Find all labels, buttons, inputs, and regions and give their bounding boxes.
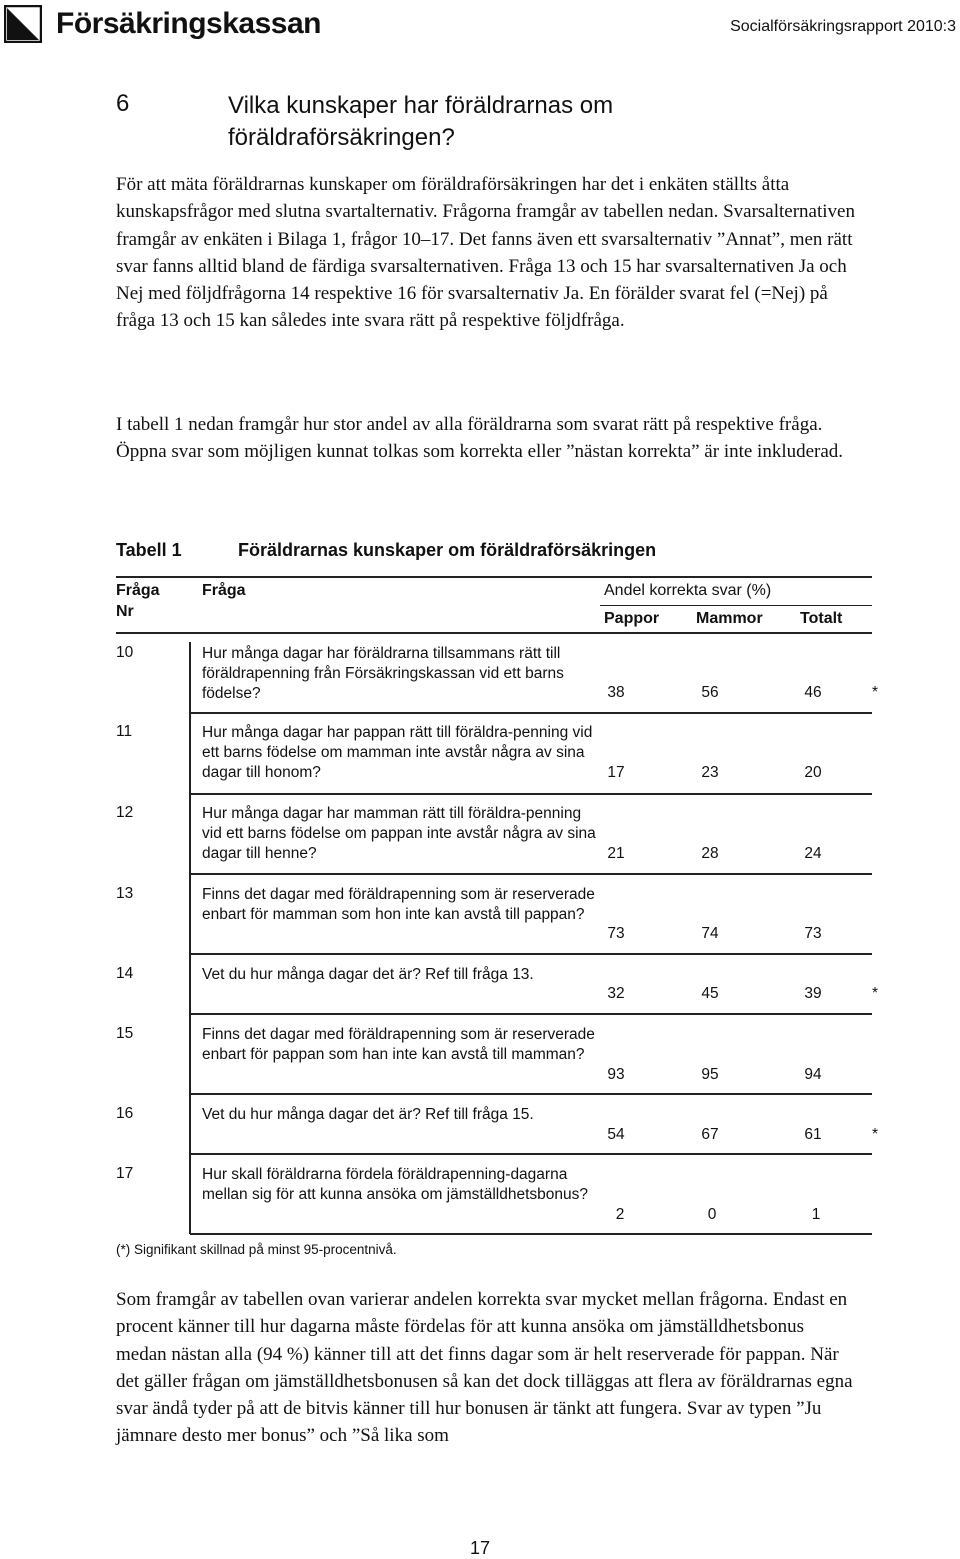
header-correct-share: Andel korrekta svar (%) [604, 582, 772, 599]
row-number: 16 [116, 1105, 134, 1122]
section-number: 6 [116, 90, 130, 117]
header-nr-line2: Nr [116, 603, 134, 620]
value-mammor: 45 [701, 985, 719, 1002]
table-label: Tabell 1 [116, 540, 182, 560]
value-totalt: 46 [804, 684, 822, 701]
value-totalt: 73 [804, 925, 822, 942]
header-pappor: Pappor [604, 610, 660, 627]
value-mammor: 56 [701, 684, 719, 701]
header-mammor: Mammor [696, 610, 763, 627]
value-pappor: 54 [607, 1126, 625, 1143]
value-totalt: 61 [804, 1126, 822, 1143]
question-text: Hur många dagar har pappan rätt till föräldra-penning vid ett barns födelse om mamman inte avstår några av sina dagar till honom? [202, 724, 593, 781]
question-text: Hur skall föräldrarna fördela föräldrapenning-dagarna mellan sig för att kunna ansöka om jämställdhetsbonus? [202, 1166, 588, 1203]
table-footnote: (*) Signifikant skillnad på minst 95-procentnivå. [116, 1242, 397, 1257]
header-totalt: Totalt [800, 610, 843, 627]
significance-marker: * [872, 1126, 879, 1143]
question-text: Finns det dagar med föräldrapenning som är reserverade enbart för pappan som han inte kan avstå till mamman? [202, 1026, 595, 1063]
value-totalt: 1 [811, 1206, 821, 1223]
report-title: Socialförsäkringsrapport 2010:3 [730, 18, 956, 35]
paragraph-discussion: Som framgår av tabellen ovan varierar andelen korrekta svar mycket mellan frågorna. Endast en procent känner till hur dagarna måste fördelas för att kunna ansöka om jämställdhetsbonus medan nästan alla (94 %) känner till att det finns dagar som är helt reserverade för pappan. När det gäller frågan om jämställdhetsbonusen så kan det dock tilläggas att flera av föräldrarnas egna svar ändå tyder på att de bitvis känner till hur bonusen är tänkt att fungera. Svar av typen ”Ju jämnare desto mer bonus” och ”Så lika som [116, 1289, 853, 1447]
section-title: Vilka kunskaper har föräldrarnas om föräldraförsäkringen? [228, 92, 614, 151]
question-text: Finns det dagar med föräldrapenning som är reserverade enbart för mamman som hon inte kan avstå till pappan? [202, 886, 595, 923]
value-pappor: 38 [607, 684, 625, 701]
row-number: 13 [116, 885, 134, 902]
logo [4, 4, 321, 44]
value-pappor: 93 [607, 1066, 625, 1083]
paragraph-table-intro: I tabell 1 nedan framgår hur stor andel av alla föräldrarna som svarat rätt på respektive fråga. Öppna svar som möjligen kunnat tolkas som korrekta eller ”nästan korrekta” är inte inkluderad. [116, 414, 844, 463]
row-number: 10 [116, 644, 134, 661]
value-pappor: 21 [607, 845, 625, 862]
row-divider [190, 793, 872, 795]
row-divider [190, 953, 872, 955]
table-header-group-rule [600, 605, 872, 606]
question-text: Vet du hur många dagar det är? Ref till fråga 15. [202, 1106, 534, 1123]
row-divider [190, 1013, 872, 1015]
table-top-rule [116, 576, 872, 578]
table-header-rule [116, 632, 872, 634]
row-number: 14 [116, 965, 134, 982]
table-bottom-rule [190, 1233, 872, 1235]
row-number: 15 [116, 1025, 134, 1042]
row-number: 17 [116, 1165, 134, 1182]
value-mammor: 0 [707, 1206, 717, 1223]
value-totalt: 20 [804, 764, 822, 781]
question-text: Hur många dagar har mamman rätt till föräldra-penning vid ett barns födelse om pappan inte avstår några av sina dagar till henne? [202, 805, 596, 862]
row-divider [190, 712, 872, 714]
value-mammor: 74 [701, 925, 719, 942]
brand-name: Försäkringskassan [56, 7, 321, 40]
value-pappor: 2 [615, 1206, 625, 1223]
header-nr-line1: Fråga [116, 582, 160, 599]
value-totalt: 94 [804, 1066, 822, 1083]
row-number: 11 [116, 723, 133, 740]
value-totalt: 24 [804, 845, 822, 862]
header-question: Fråga [202, 582, 246, 599]
table-title: Föräldrarnas kunskaper om föräldraförsäkringen [238, 540, 657, 560]
value-mammor: 28 [701, 845, 719, 862]
question-text: Hur många dagar har föräldrarna tillsammans rätt till föräldrapenning från Försäkringskassan vid ett barns födelse? [202, 645, 564, 702]
question-text: Vet du hur många dagar det är? Ref till fråga 13. [202, 966, 534, 983]
row-divider [190, 1093, 872, 1095]
paragraph-intro: För att mäta föräldrarnas kunskaper om föräldraförsäkringen har det i enkäten ställts åtta kunskapsfrågor med slutna svartalternativ. Frågorna framgår av tabellen nedan. Svarsalternativen framgår av enkäten i Bilaga 1, frågor 10–17. Det fanns även ett svarsalternativ ”Annat”, men rätt svar fanns alltid bland de färdiga svarsalternativen. Fråga 13 och 15 har svarsalternativen Ja och Nej med följdfrågorna 14 respektive 16 för svarsalternativ Ja. En förälder svarat fel (=Nej) på fråga 13 och 15 kan således inte svara rätt på respektive följdfråga. [116, 174, 855, 332]
value-pappor: 73 [607, 925, 625, 942]
value-totalt: 39 [804, 985, 822, 1002]
row-divider [190, 1153, 872, 1155]
row-divider [190, 873, 872, 875]
logo-mark-icon [4, 5, 42, 43]
value-mammor: 67 [701, 1126, 719, 1143]
significance-marker: * [872, 684, 879, 701]
table-column-divider [189, 642, 191, 1234]
value-pappor: 32 [607, 985, 625, 1002]
row-number: 12 [116, 804, 134, 821]
value-mammor: 23 [701, 764, 719, 781]
significance-marker: * [872, 985, 879, 1002]
page-number: 17 [469, 1538, 491, 1558]
value-mammor: 95 [701, 1066, 719, 1083]
value-pappor: 17 [607, 764, 625, 781]
